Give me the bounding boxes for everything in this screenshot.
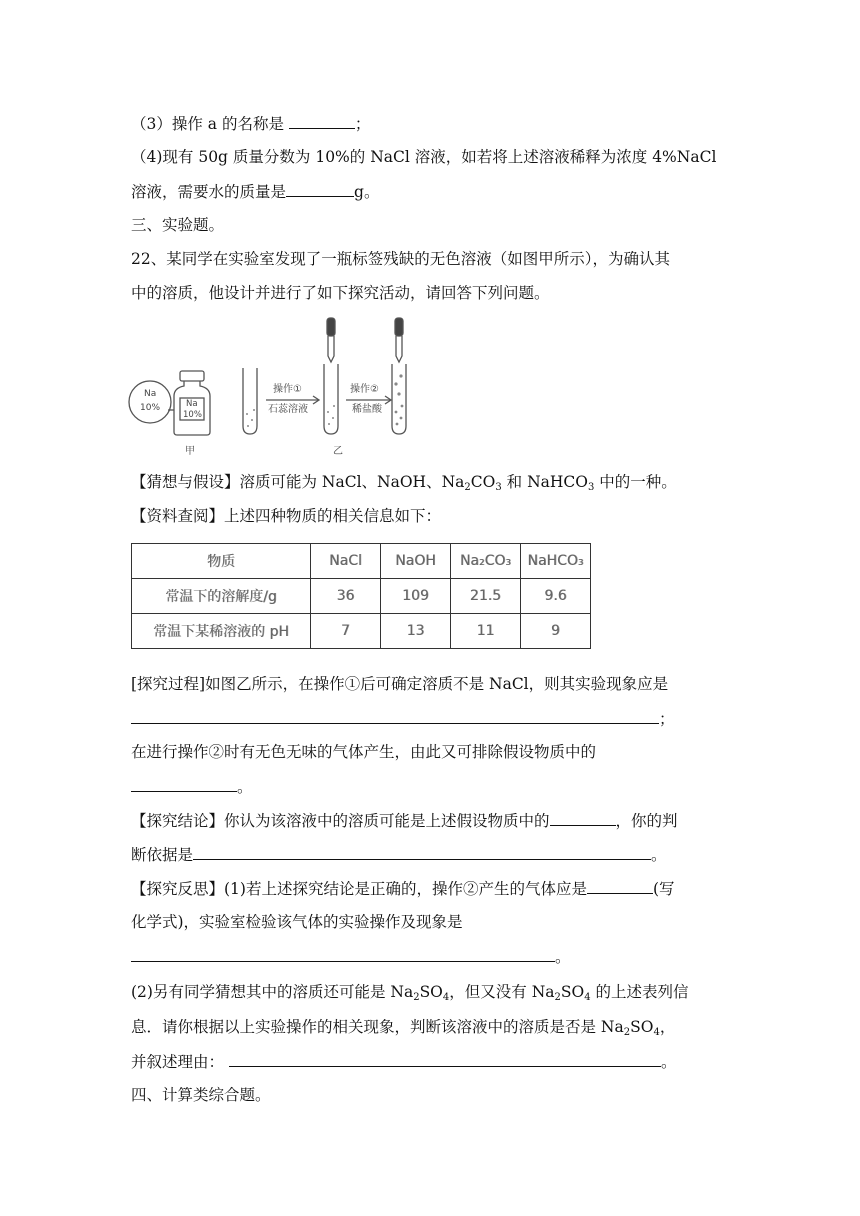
section-4-heading: 四、计算类综合题。	[131, 1086, 271, 1104]
bottle-percent-text: 10%	[183, 410, 202, 420]
test-tube-1-icon	[243, 368, 257, 434]
table-row: 常温下某稀溶液的 pH 7 13 11 9	[132, 614, 591, 649]
test-tube-3-icon	[392, 364, 406, 434]
reflection-line6: 并叙述理由： 。	[131, 1050, 676, 1073]
table-row: 物质 NaCl NaOH Na₂CO₃ NaHCO₃	[132, 544, 591, 579]
reflection-line1: 【探究反思】(1)若上述探究结论是正确的，操作②产生的气体应是 (写	[131, 877, 675, 900]
hypothesis-line: 【猜想与假设】溶质可能为 NaCl、NaOH、$Na_2CO_3$ 和 NaHCO$_3$ 中的一种。	[131, 473, 677, 493]
research-line: 【资料查阅】上述四种物质的相关信息如下：	[131, 507, 442, 525]
substance-info-table	[131, 543, 591, 649]
q22-line1: 22、某同学在实验室发现了一瓶标签残缺的无色溶液（如图甲所示），为确认其	[131, 250, 670, 268]
bottle-na-text: Na	[186, 399, 198, 409]
reflection-line4: (2)另有同学猜想其中的溶质还可能是 $Na_2SO_4$，但又没有 $Na_2SO_4$ 的上述表列信	[131, 983, 689, 1003]
process-excluded-blank[interactable]	[131, 775, 237, 792]
label-magnifier-icon	[129, 381, 171, 423]
q22-line2: 中的溶质，他设计并进行了如下探究活动，请回答下列问题。	[131, 284, 550, 302]
q3-line: （3）操作 a 的名称是 ；	[131, 112, 370, 135]
experiment-figure	[128, 314, 418, 460]
section-3-heading: 三、实验题。	[131, 216, 225, 234]
label-na-text: Na	[144, 389, 157, 399]
reagent-2-label: 稀盐酸	[352, 404, 382, 415]
reflection-gas-blank[interactable]	[587, 877, 653, 894]
dropper-1-icon	[327, 318, 335, 336]
process-line4: 。	[131, 775, 253, 798]
q3-answer-blank[interactable]	[289, 112, 355, 129]
figure-yi-label: 乙	[333, 446, 343, 457]
reflection-line5: 息．请你根据以上实验操作的相关现象，判断该溶液中的溶质是否是 $Na_2SO_4$，	[131, 1018, 676, 1038]
reagent-1-label: 石蕊溶液	[268, 404, 308, 415]
process-line2: ；	[131, 707, 675, 730]
reflection-line2: 化学式)，实验室检验该气体的实验操作及现象是	[131, 913, 463, 931]
label-percent-text: 10%	[140, 403, 161, 413]
conclusion-line1: 【探究结论】你认为该溶液中的溶质可能是上述假设物质中的 ，你的判	[131, 809, 678, 832]
table-row: 常温下的溶解度/g 36 109 21.5 9.6	[132, 579, 591, 614]
operation-1-label: 操作①	[273, 384, 302, 395]
conclusion-basis-blank[interactable]	[193, 843, 651, 860]
reflection-test-blank[interactable]	[131, 945, 555, 962]
q4-answer-blank[interactable]	[286, 180, 354, 197]
q4-line2: 溶液，需要水的质量是 g。	[131, 180, 379, 203]
figure-jia-label: 甲	[185, 446, 195, 457]
q4-line1: （4)现有 50g 质量分数为 10%的 NaCl 溶液，如若将上述溶液稀释为浓度 4%NaCl	[131, 148, 717, 166]
dropper-2-icon	[395, 318, 403, 336]
conclusion-substance-blank[interactable]	[550, 809, 616, 826]
process-phenomenon-blank[interactable]	[131, 707, 659, 724]
reflection-line3: 。	[131, 945, 571, 968]
conclusion-line2: 断依据是 。	[131, 843, 667, 866]
process-line3: 在进行操作②时有无色无味的气体产生，由此又可排除假设物质中的	[131, 743, 597, 761]
process-line1: [探究过程]如图乙所示，在操作①后可确定溶质不是 NaCl，则其实验现象应是	[131, 675, 669, 693]
bottle-cap-icon	[180, 371, 204, 381]
reflection-reason-blank[interactable]	[229, 1050, 661, 1067]
test-tube-2-icon	[324, 364, 338, 434]
operation-2-label: 操作②	[350, 384, 379, 395]
